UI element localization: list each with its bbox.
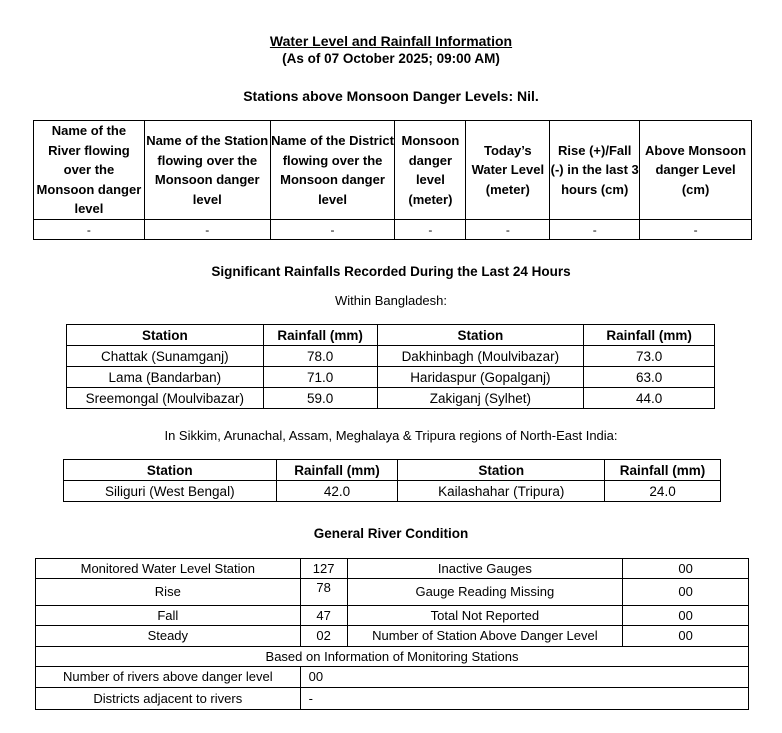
condition-value: 78 bbox=[300, 579, 347, 606]
table-header-row bbox=[64, 460, 721, 481]
rainfall-heading: Significant Rainfalls Recorded During the Last 24 Hours bbox=[211, 264, 571, 279]
station-name: Sreemongal (Moulvibazar) bbox=[67, 388, 264, 409]
condition-value: 00 bbox=[623, 559, 749, 579]
river-condition-table bbox=[35, 558, 749, 710]
table-row bbox=[64, 481, 721, 502]
condition-label: Gauge Reading Missing bbox=[347, 579, 623, 606]
bangladesh-rainfall-table bbox=[66, 324, 715, 409]
station-name: Lama (Bandarban) bbox=[67, 367, 264, 388]
column-header: Name of the River flowing over the Monsoon danger level bbox=[34, 121, 145, 220]
rivers-above-label: Number of rivers above danger level bbox=[36, 667, 301, 688]
station-name: Haridaspur (Gopalganj) bbox=[377, 367, 584, 388]
districts-value: - bbox=[300, 688, 748, 710]
rainfall-value: 71.0 bbox=[263, 367, 377, 388]
districts-label: Districts adjacent to rivers bbox=[36, 688, 301, 710]
india-rainfall-table bbox=[63, 459, 721, 502]
table-cell: - bbox=[466, 220, 550, 240]
table-cell: - bbox=[34, 220, 145, 240]
rivers-above-value: 00 bbox=[300, 667, 748, 688]
table-row bbox=[67, 367, 715, 388]
column-header: Today’s Water Level (meter) bbox=[466, 121, 550, 220]
condition-value: 00 bbox=[623, 626, 749, 647]
table-row bbox=[36, 647, 749, 667]
table-cell: - bbox=[270, 220, 395, 240]
condition-label: Steady bbox=[36, 626, 301, 647]
table-row bbox=[36, 579, 749, 606]
condition-label: Rise bbox=[36, 579, 301, 606]
rainfall-value: 73.0 bbox=[584, 346, 715, 367]
column-header: Rainfall (mm) bbox=[263, 325, 377, 346]
column-header: Above Monsoon danger Level (cm) bbox=[640, 121, 752, 220]
column-header: Rainfall (mm) bbox=[276, 460, 398, 481]
station-name: Kailashahar (Tripura) bbox=[398, 481, 605, 502]
condition-label: Number of Station Above Danger Level bbox=[347, 626, 623, 647]
column-header: Station bbox=[64, 460, 277, 481]
river-condition-heading: General River Condition bbox=[313, 526, 469, 541]
danger-level-table bbox=[33, 120, 752, 240]
column-header: Name of the Station flowing over the Monsoon danger level bbox=[144, 121, 270, 220]
station-name: Dakhinbagh (Moulvibazar) bbox=[377, 346, 584, 367]
column-header: Rainfall (mm) bbox=[605, 460, 721, 481]
condition-value: 00 bbox=[623, 606, 749, 626]
report-title: Water Level and Rainfall Information bbox=[269, 33, 513, 49]
condition-label: Inactive Gauges bbox=[347, 559, 623, 579]
condition-value: 127 bbox=[300, 559, 347, 579]
table-cell: - bbox=[550, 220, 640, 240]
condition-label: Fall bbox=[36, 606, 301, 626]
rainfall-value: 59.0 bbox=[263, 388, 377, 409]
table-header-row bbox=[34, 121, 752, 220]
danger-stations-heading: Stations above Monsoon Danger Levels: Nil. bbox=[243, 88, 539, 104]
station-name: Zakiganj (Sylhet) bbox=[377, 388, 584, 409]
station-name: Siliguri (West Bengal) bbox=[64, 481, 277, 502]
column-header: Name of the District flowing over the Monsoon danger level bbox=[270, 121, 395, 220]
rainfall-value: 24.0 bbox=[605, 481, 721, 502]
column-header: Station bbox=[377, 325, 584, 346]
column-header: Monsoon danger level (meter) bbox=[395, 121, 466, 220]
column-header: Station bbox=[67, 325, 264, 346]
column-header: Rise (+)/Fall (-) in the last 3 hours (cm) bbox=[550, 121, 640, 220]
india-label: In Sikkim, Arunachal, Assam, Meghalaya & Tripura regions of North-East India: bbox=[164, 428, 618, 443]
condition-value: 00 bbox=[623, 579, 749, 606]
condition-value: 47 bbox=[300, 606, 347, 626]
rainfall-value: 42.0 bbox=[276, 481, 398, 502]
condition-label: Monitored Water Level Station bbox=[36, 559, 301, 579]
table-cell: - bbox=[144, 220, 270, 240]
table-header-row bbox=[67, 325, 715, 346]
table-row bbox=[67, 346, 715, 367]
table-row bbox=[67, 388, 715, 409]
table-cell: - bbox=[395, 220, 466, 240]
table-row bbox=[34, 220, 752, 240]
condition-label: Total Not Reported bbox=[347, 606, 623, 626]
table-row bbox=[36, 667, 749, 688]
rainfall-value: 44.0 bbox=[584, 388, 715, 409]
table-row bbox=[36, 559, 749, 579]
condition-value: 02 bbox=[300, 626, 347, 647]
column-header: Station bbox=[398, 460, 605, 481]
rainfall-value: 78.0 bbox=[263, 346, 377, 367]
table-row bbox=[36, 688, 749, 710]
column-header: Rainfall (mm) bbox=[584, 325, 715, 346]
bangladesh-label: Within Bangladesh: bbox=[334, 293, 447, 308]
station-name: Chattak (Sunamganj) bbox=[67, 346, 264, 367]
table-cell: - bbox=[640, 220, 752, 240]
rainfall-value: 63.0 bbox=[584, 367, 715, 388]
based-on-note: Based on Information of Monitoring Stations bbox=[36, 647, 749, 667]
table-row bbox=[36, 606, 749, 626]
table-row bbox=[36, 626, 749, 647]
report-date: (As of 07 October 2025; 09:00 AM) bbox=[282, 51, 500, 66]
